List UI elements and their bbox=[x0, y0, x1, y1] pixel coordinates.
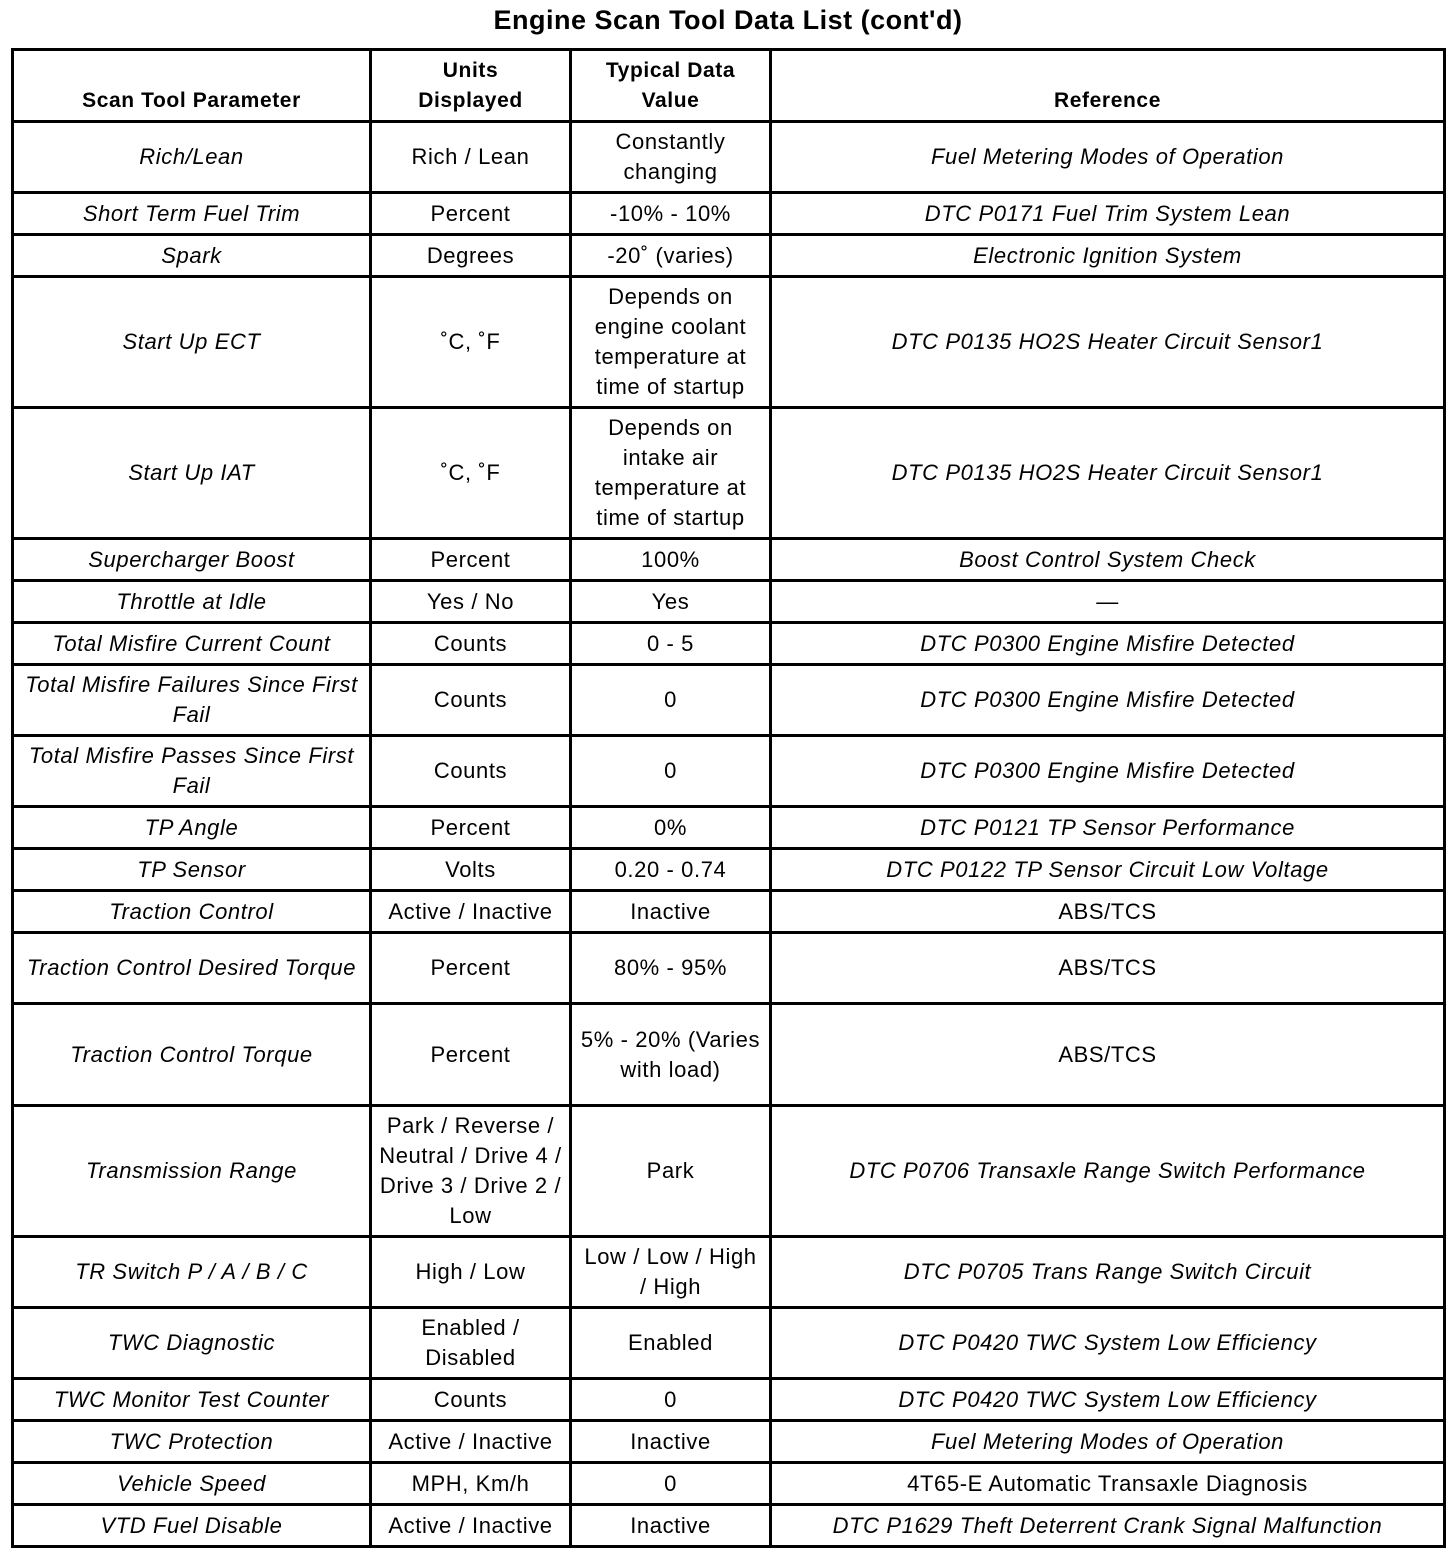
cell-units: High / Low bbox=[371, 1237, 571, 1308]
cell-reference: DTC P0121 TP Sensor Performance bbox=[771, 807, 1445, 849]
table-row bbox=[13, 277, 1445, 408]
cell-units: Percent bbox=[371, 807, 571, 849]
cell-units: Yes / No bbox=[371, 581, 571, 623]
cell-typical: Yes bbox=[571, 581, 771, 623]
cell-typical: Inactive bbox=[571, 1505, 771, 1547]
cell-reference: DTC P0300 Engine Misfire Detected bbox=[771, 736, 1445, 807]
table-row bbox=[13, 1308, 1445, 1379]
table-row bbox=[13, 1237, 1445, 1308]
table-row bbox=[13, 736, 1445, 807]
table-body bbox=[13, 122, 1445, 1547]
cell-typical: 5% - 20% (Varies with load) bbox=[571, 1004, 771, 1106]
cell-units: MPH, Km/h bbox=[371, 1463, 571, 1505]
cell-parameter: Traction Control bbox=[13, 891, 371, 933]
cell-parameter: Traction Control Desired Torque bbox=[13, 933, 371, 1004]
cell-typical: 0.20 - 0.74 bbox=[571, 849, 771, 891]
cell-typical: Depends on intake air temperature at time of startup bbox=[571, 408, 771, 539]
table-row bbox=[13, 1463, 1445, 1505]
cell-parameter: Total Misfire Current Count bbox=[13, 623, 371, 665]
table-row bbox=[13, 665, 1445, 736]
cell-units: Rich / Lean bbox=[371, 122, 571, 193]
cell-typical: 0 bbox=[571, 736, 771, 807]
table-row bbox=[13, 122, 1445, 193]
cell-typical: 0 bbox=[571, 1463, 771, 1505]
table-row bbox=[13, 933, 1445, 1004]
cell-parameter: Vehicle Speed bbox=[13, 1463, 371, 1505]
cell-units: Active / Inactive bbox=[371, 891, 571, 933]
cell-parameter: Throttle at Idle bbox=[13, 581, 371, 623]
cell-units: Active / Inactive bbox=[371, 1421, 571, 1463]
cell-reference: ABS/TCS bbox=[771, 891, 1445, 933]
cell-parameter: Short Term Fuel Trim bbox=[13, 193, 371, 235]
header-parameter: Scan Tool Parameter bbox=[13, 50, 371, 122]
cell-parameter: Transmission Range bbox=[13, 1106, 371, 1237]
cell-reference: ABS/TCS bbox=[771, 1004, 1445, 1106]
cell-units: Park / Reverse / Neutral / Drive 4 / Drive 3 / Drive 2 / Low bbox=[371, 1106, 571, 1237]
cell-parameter: TR Switch P / A / B / C bbox=[13, 1237, 371, 1308]
table-row bbox=[13, 1379, 1445, 1421]
cell-reference: DTC P0135 HO2S Heater Circuit Sensor1 bbox=[771, 408, 1445, 539]
header-units-line1: Units bbox=[442, 59, 499, 82]
cell-parameter: TWC Protection bbox=[13, 1421, 371, 1463]
cell-reference: DTC P0706 Transaxle Range Switch Performance bbox=[771, 1106, 1445, 1237]
cell-units: Volts bbox=[371, 849, 571, 891]
header-units bbox=[371, 50, 571, 122]
table-row bbox=[13, 581, 1445, 623]
cell-parameter: Spark bbox=[13, 235, 371, 277]
cell-parameter: TWC Monitor Test Counter bbox=[13, 1379, 371, 1421]
table-row bbox=[13, 891, 1445, 933]
table-row bbox=[13, 623, 1445, 665]
cell-typical: Park bbox=[571, 1106, 771, 1237]
cell-reference: DTC P0420 TWC System Low Efficiency bbox=[771, 1379, 1445, 1421]
cell-parameter: Start Up ECT bbox=[13, 277, 371, 408]
cell-reference: — bbox=[771, 581, 1445, 623]
cell-reference: DTC P0122 TP Sensor Circuit Low Voltage bbox=[771, 849, 1445, 891]
cell-units: ˚C, ˚F bbox=[371, 408, 571, 539]
cell-typical: Low / Low / High / High bbox=[571, 1237, 771, 1308]
cell-typical: 0% bbox=[571, 807, 771, 849]
cell-parameter: TWC Diagnostic bbox=[13, 1308, 371, 1379]
cell-typical: -10% - 10% bbox=[571, 193, 771, 235]
cell-typical: Inactive bbox=[571, 891, 771, 933]
document-title: Engine Scan Tool Data List (cont'd) bbox=[493, 5, 963, 35]
cell-reference: DTC P0420 TWC System Low Efficiency bbox=[771, 1308, 1445, 1379]
table-header-row bbox=[13, 50, 1445, 122]
table-row bbox=[13, 193, 1445, 235]
cell-typical: Enabled bbox=[571, 1308, 771, 1379]
cell-typical: Inactive bbox=[571, 1421, 771, 1463]
cell-typical: 100% bbox=[571, 539, 771, 581]
table-row bbox=[13, 1106, 1445, 1237]
cell-typical: 0 - 5 bbox=[571, 623, 771, 665]
cell-reference: DTC P0300 Engine Misfire Detected bbox=[771, 665, 1445, 736]
table-row bbox=[13, 408, 1445, 539]
cell-typical: -20˚ (varies) bbox=[571, 235, 771, 277]
table-row bbox=[13, 1421, 1445, 1463]
table-row bbox=[13, 849, 1445, 891]
cell-units: Active / Inactive bbox=[371, 1505, 571, 1547]
table-row bbox=[13, 1505, 1445, 1547]
cell-parameter: Start Up IAT bbox=[13, 408, 371, 539]
cell-reference: Electronic Ignition System bbox=[771, 235, 1445, 277]
header-typical-line2: Value bbox=[641, 89, 700, 112]
header-typical-line1: Typical Data bbox=[605, 59, 736, 82]
cell-parameter: Total Misfire Failures Since First Fail bbox=[13, 665, 371, 736]
table-row bbox=[13, 235, 1445, 277]
cell-units: Percent bbox=[371, 1004, 571, 1106]
cell-parameter: Traction Control Torque bbox=[13, 1004, 371, 1106]
header-reference: Reference bbox=[771, 50, 1445, 122]
header-typical bbox=[571, 50, 771, 122]
cell-reference: DTC P0705 Trans Range Switch Circuit bbox=[771, 1237, 1445, 1308]
cell-units: Percent bbox=[371, 193, 571, 235]
cell-units: Percent bbox=[371, 539, 571, 581]
cell-parameter: TP Sensor bbox=[13, 849, 371, 891]
cell-typical: Constantly changing bbox=[571, 122, 771, 193]
cell-reference: ABS/TCS bbox=[771, 933, 1445, 1004]
scan-tool-data-table bbox=[11, 48, 1446, 1548]
cell-parameter: TP Angle bbox=[13, 807, 371, 849]
header-units-line2: Displayed bbox=[418, 89, 523, 112]
cell-units: Enabled / Disabled bbox=[371, 1308, 571, 1379]
cell-typical: 0 bbox=[571, 665, 771, 736]
cell-reference: Fuel Metering Modes of Operation bbox=[771, 1421, 1445, 1463]
table-row bbox=[13, 1004, 1445, 1106]
cell-units: Counts bbox=[371, 736, 571, 807]
table-row bbox=[13, 807, 1445, 849]
cell-reference: 4T65-E Automatic Transaxle Diagnosis bbox=[771, 1463, 1445, 1505]
cell-reference: DTC P0300 Engine Misfire Detected bbox=[771, 623, 1445, 665]
cell-parameter: Rich/Lean bbox=[13, 122, 371, 193]
cell-reference: DTC P0135 HO2S Heater Circuit Sensor1 bbox=[771, 277, 1445, 408]
cell-typical: Depends on engine coolant temperature at time of startup bbox=[571, 277, 771, 408]
cell-units: Degrees bbox=[371, 235, 571, 277]
cell-units: Percent bbox=[371, 933, 571, 1004]
cell-units: ˚C, ˚F bbox=[371, 277, 571, 408]
cell-units: Counts bbox=[371, 1379, 571, 1421]
cell-typical: 0 bbox=[571, 1379, 771, 1421]
cell-typical: 80% - 95% bbox=[571, 933, 771, 1004]
cell-reference: Fuel Metering Modes of Operation bbox=[771, 122, 1445, 193]
cell-reference: DTC P0171 Fuel Trim System Lean bbox=[771, 193, 1445, 235]
cell-reference: DTC P1629 Theft Deterrent Crank Signal Malfunction bbox=[771, 1505, 1445, 1547]
cell-parameter: Total Misfire Passes Since First Fail bbox=[13, 736, 371, 807]
table-row bbox=[13, 539, 1445, 581]
cell-units: Counts bbox=[371, 623, 571, 665]
cell-units: Counts bbox=[371, 665, 571, 736]
cell-reference: Boost Control System Check bbox=[771, 539, 1445, 581]
cell-parameter: Supercharger Boost bbox=[13, 539, 371, 581]
cell-parameter: VTD Fuel Disable bbox=[13, 1505, 371, 1547]
